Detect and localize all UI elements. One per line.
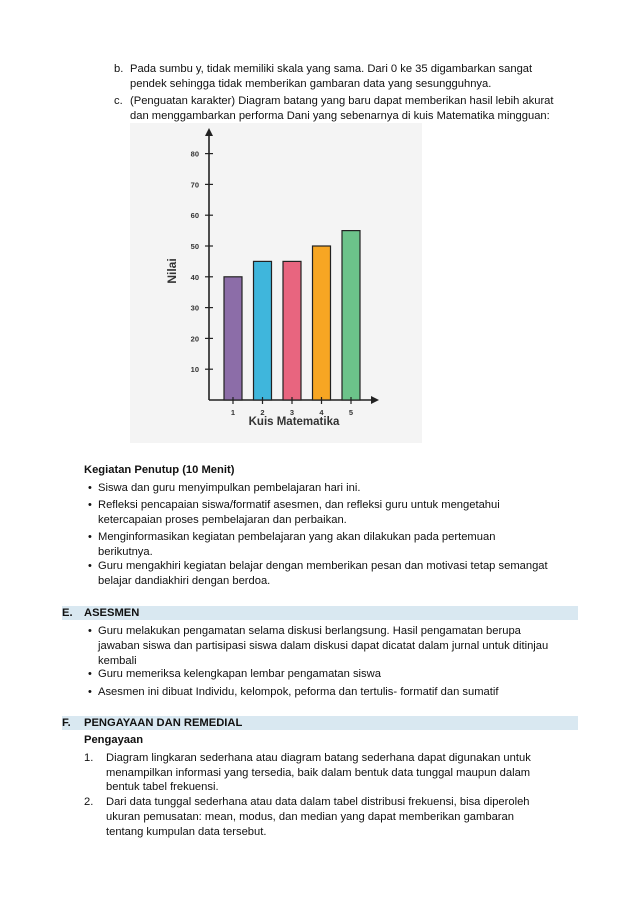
text-line: Dari data tunggal sederhana atau data dalam tabel distribusi frekuensi, bisa diperoleh [106,796,530,808]
x-tick-label: 4 [319,408,324,417]
y-tick-label: 50 [190,242,199,251]
list-marker: 1. [84,752,94,764]
x-tick-label: 1 [230,408,236,417]
bar-5 [342,231,360,400]
bar-chart [130,123,422,443]
text-line: Guru mengakhiri kegiatan belajar dengan memberikan pesan dan motivasi tetap semangat [98,560,548,572]
y-tick-label: 20 [190,334,199,344]
section-marker: F. [62,717,71,729]
y-axis-arrow [205,128,213,136]
bullet: • [88,668,92,680]
list-marker: c. [114,95,123,107]
text-line: Guru melakukan pengamatan selama diskusi berlangsung. Hasil pengamatan berupa [98,625,521,637]
text-line: Pada sumbu y, tidak memiliki skala yang sama. Dari 0 ke 35 digambarkan sangat [130,63,533,75]
list-marker: 2. [84,796,94,808]
y-tick-label: 30 [190,303,199,313]
text-line: Guru memeriksa kelengkapan lembar pengamatan siswa [98,668,381,680]
text-line: belajar dandiakhiri dengan berdoa. [98,575,271,587]
text-line: Diagram lingkaran sederhana atau diagram batang sederhana dapat digunakan untuk [106,752,531,764]
bar-3 [283,261,301,400]
bullet: • [88,560,92,572]
y-tick-label: 40 [190,272,199,282]
text-line: ukuran pemusatan: mean, modus, dan median yang dapat memberikan gambaran [106,811,514,823]
text-line: menampilkan informasi yang tersedia, baik dalam bentuk data tunggal maupun dalam [106,767,531,779]
section-title-pengayaan: PENGAYAAN DAN REMEDIAL [84,717,243,729]
y-tick-label: 60 [190,211,199,221]
bullet: • [88,531,92,543]
text-line: ketercapaian proses pembelajaran dan perbaikan. [98,514,347,526]
text-line: jawaban siswa dan partisipasi siswa dalam diskusi dapat dicatat dalam jurnal untuk ditinjau [98,640,549,652]
x-axis-label: Kuis Matematika [248,416,340,428]
text-line: tentang kumpulan data tersebut. [106,826,267,838]
y-tick-label: 70 [190,180,199,190]
text-line: Menginformasikan kegiatan pembelajaran yang akan dilakukan pada pertemuan [98,531,496,543]
section-title-asesmen: ASESMEN [84,607,140,619]
section-marker: E. [62,607,73,619]
pengayaan-subheading: Pengayaan [84,734,144,746]
x-tick-label: 2 [260,408,265,417]
bar-1 [224,277,242,400]
text-line: pendek sehingga tidak memberikan gambaran data yang sesungguhnya. [130,78,492,90]
list-marker: b. [114,63,124,75]
text-line: Asesmen ini dibuat Individu, kelompok, peforma dan tertulis- formatif dan sumatif [98,686,499,698]
x-tick-label: 3 [289,408,295,417]
text-line: berikutnya. [98,546,153,558]
y-axis-label: Nilai [165,258,179,284]
bullet: • [88,625,92,637]
bar-4 [313,246,331,400]
text-line: Siswa dan guru menyimpulkan pembelajaran hari ini. [98,482,361,494]
text-line: dan menggambarkan performa Dani yang sebenarnya di kuis Matematika mingguan: [130,110,550,122]
text-line: Refleksi pencapaian siswa/formatif asesmen, dan refleksi guru untuk mengetahui [98,499,500,511]
bullet: • [88,482,92,494]
bullet: • [88,499,92,511]
y-tick-label: 10 [190,365,199,375]
x-tick-label: 5 [348,408,354,417]
y-tick-label: 80 [190,149,199,159]
text-line: (Penguatan karakter) Diagram batang yang baru dapat memberikan hasil lebih akurat [130,95,554,107]
bullet: • [88,686,92,698]
text-line: bentuk tabel frekuensi. [106,781,219,793]
x-axis-arrow [371,396,379,404]
bar-2 [254,261,272,400]
penutup-heading: Kegiatan Penutup (10 Menit) [84,464,235,476]
section-bar-asesmen [62,606,578,620]
text-line: kembali [98,655,137,667]
